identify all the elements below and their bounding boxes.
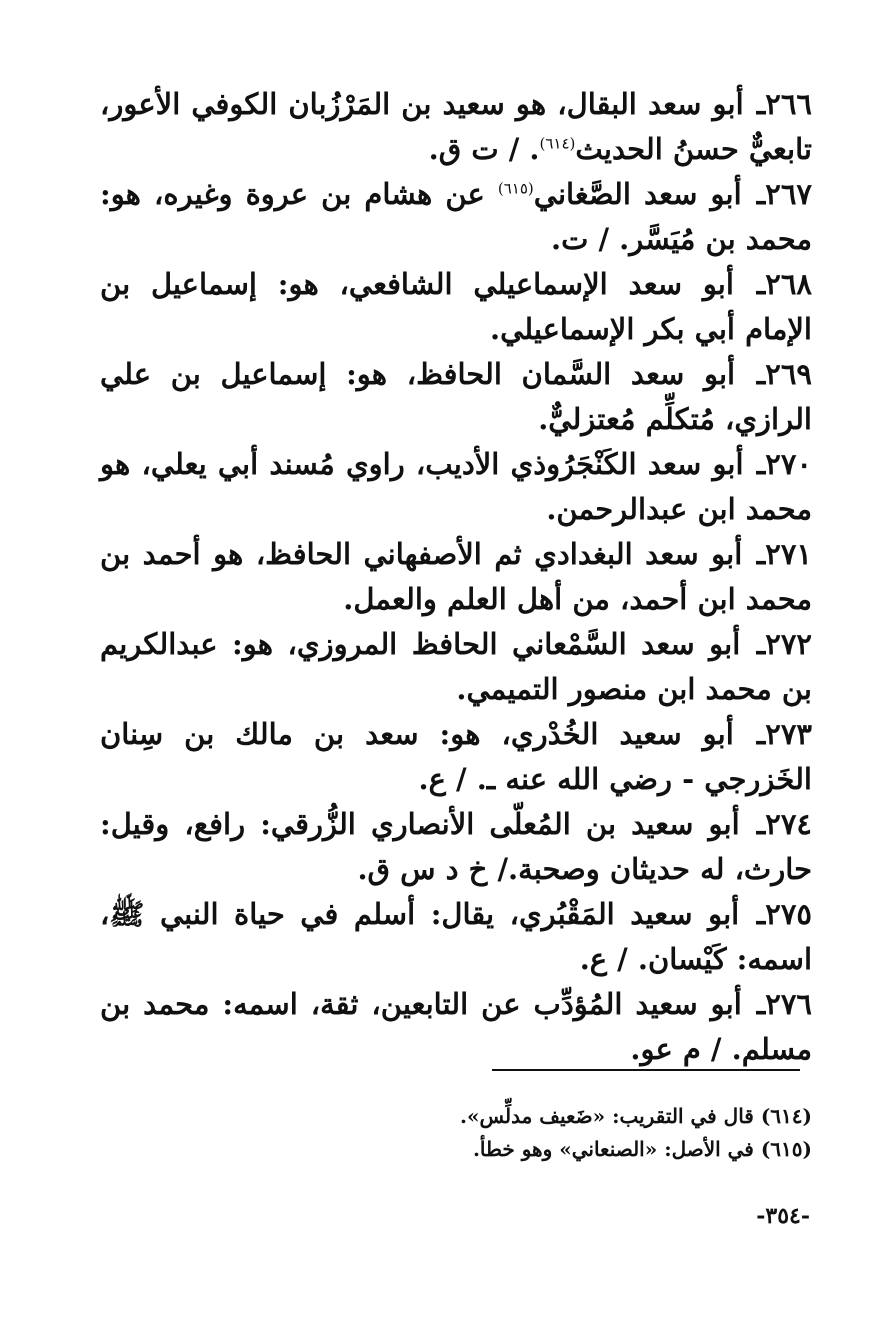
entry-number: ٢٦٦ـ (756, 87, 812, 121)
entry-tail: عن هشام بن عروة وغيره، هو: محمد بن مُيَسَّر. / ت. (100, 177, 812, 256)
entry-text: أبو سعيد المُؤدِّب عن التابعين، ثقة، اسمه: محمد بن مسلم. / م عو. (100, 987, 812, 1066)
entry-text: أبو سعد البغدادي ثم الأصفهاني الحافظ، هو أحمد بن محمد ابن أحمد، من أهل العلم والعمل. (100, 537, 812, 616)
entry-number: ٢٧٠ـ (756, 447, 812, 481)
entry-268 (100, 262, 812, 352)
entry-text: أبو سعد الصَّغاني (533, 177, 742, 211)
entry-number: ٢٧٢ـ (756, 627, 812, 661)
entry-number: ٢٦٩ـ (756, 357, 812, 391)
entry-tail: . / ت ق. (428, 132, 540, 166)
entry-number: ٢٧٦ـ (756, 987, 813, 1021)
footnotes (440, 1100, 812, 1166)
entry-272 (100, 622, 812, 712)
entry-text: أبو سعد البقال، هو سعيد بن المَرْزُبان الكوفي الأعور، تابعيٌّ حسنُ الحديث (100, 87, 812, 166)
entry-number: ٢٧٤ـ (756, 807, 812, 841)
entry-267 (100, 172, 812, 262)
entry-text: أبو سعد السَّمْعاني الحافظ المروزي، هو: عبدالكريم بن محمد ابن منصور التميمي. (100, 627, 812, 706)
entry-text: أبو سعيد المَقْبُري، يقال: أسلم في حياة النبي ﷺ، اسمه: كَيْسان. / ع. (100, 897, 812, 976)
entry-text: أبو سعيد بن المُعلّى الأنصاري الزُّرقي: رافع، وقيل: حارث، له حديثان وصحبة./ خ د س ق. (100, 807, 812, 886)
entry-number: ٢٧٣ـ (756, 717, 812, 751)
entry-text: أبو سعيد الخُدْري، هو: سعد بن مالك بن سِنان الخَزرجي - رضي الله عنه ـ. / ع. (100, 717, 812, 796)
entry-text: أبو سعد السَّمان الحافظ، هو: إسماعيل بن علي الرازي، مُتكلِّم مُعتزليٌّ. (100, 357, 812, 436)
footnote-ref[interactable]: (٦١٤) (539, 134, 576, 153)
entry-271 (100, 532, 812, 622)
footnote-614: (٦١٤) قال في التقريب: «ضَعيف مدلِّس». (460, 1104, 812, 1128)
entry-266 (100, 82, 812, 172)
entry-text: أبو سعد الكَنْجَرُوذي الأديب، راوي مُسند أبي يعلي، هو محمد ابن عبدالرحمن. (100, 447, 812, 526)
entry-276 (100, 982, 812, 1072)
entry-273 (100, 712, 812, 802)
page-number: -٣٥٤- (756, 1203, 810, 1229)
entry-269 (100, 352, 812, 442)
entry-number: ٢٧٥ـ (756, 897, 812, 931)
entry-275 (100, 892, 812, 982)
entry-number: ٢٦٧ـ (756, 177, 812, 211)
entry-274 (100, 802, 812, 892)
entries-list (100, 82, 812, 1072)
entry-text: أبو سعد الإسماعيلي الشافعي، هو: إسماعيل بن الإمام أبي بكر الإسماعيلي. (100, 267, 812, 346)
entry-270 (100, 442, 812, 532)
footnote-divider (492, 1069, 800, 1071)
footnote-ref[interactable]: (٦١٥) (497, 179, 534, 198)
footnote-615: (٦١٥) في الأصل: «الصنعاني» وهو خطأ. (472, 1137, 812, 1161)
entry-number: ٢٧١ـ (756, 537, 812, 571)
entry-number: ٢٦٨ـ (756, 267, 812, 301)
